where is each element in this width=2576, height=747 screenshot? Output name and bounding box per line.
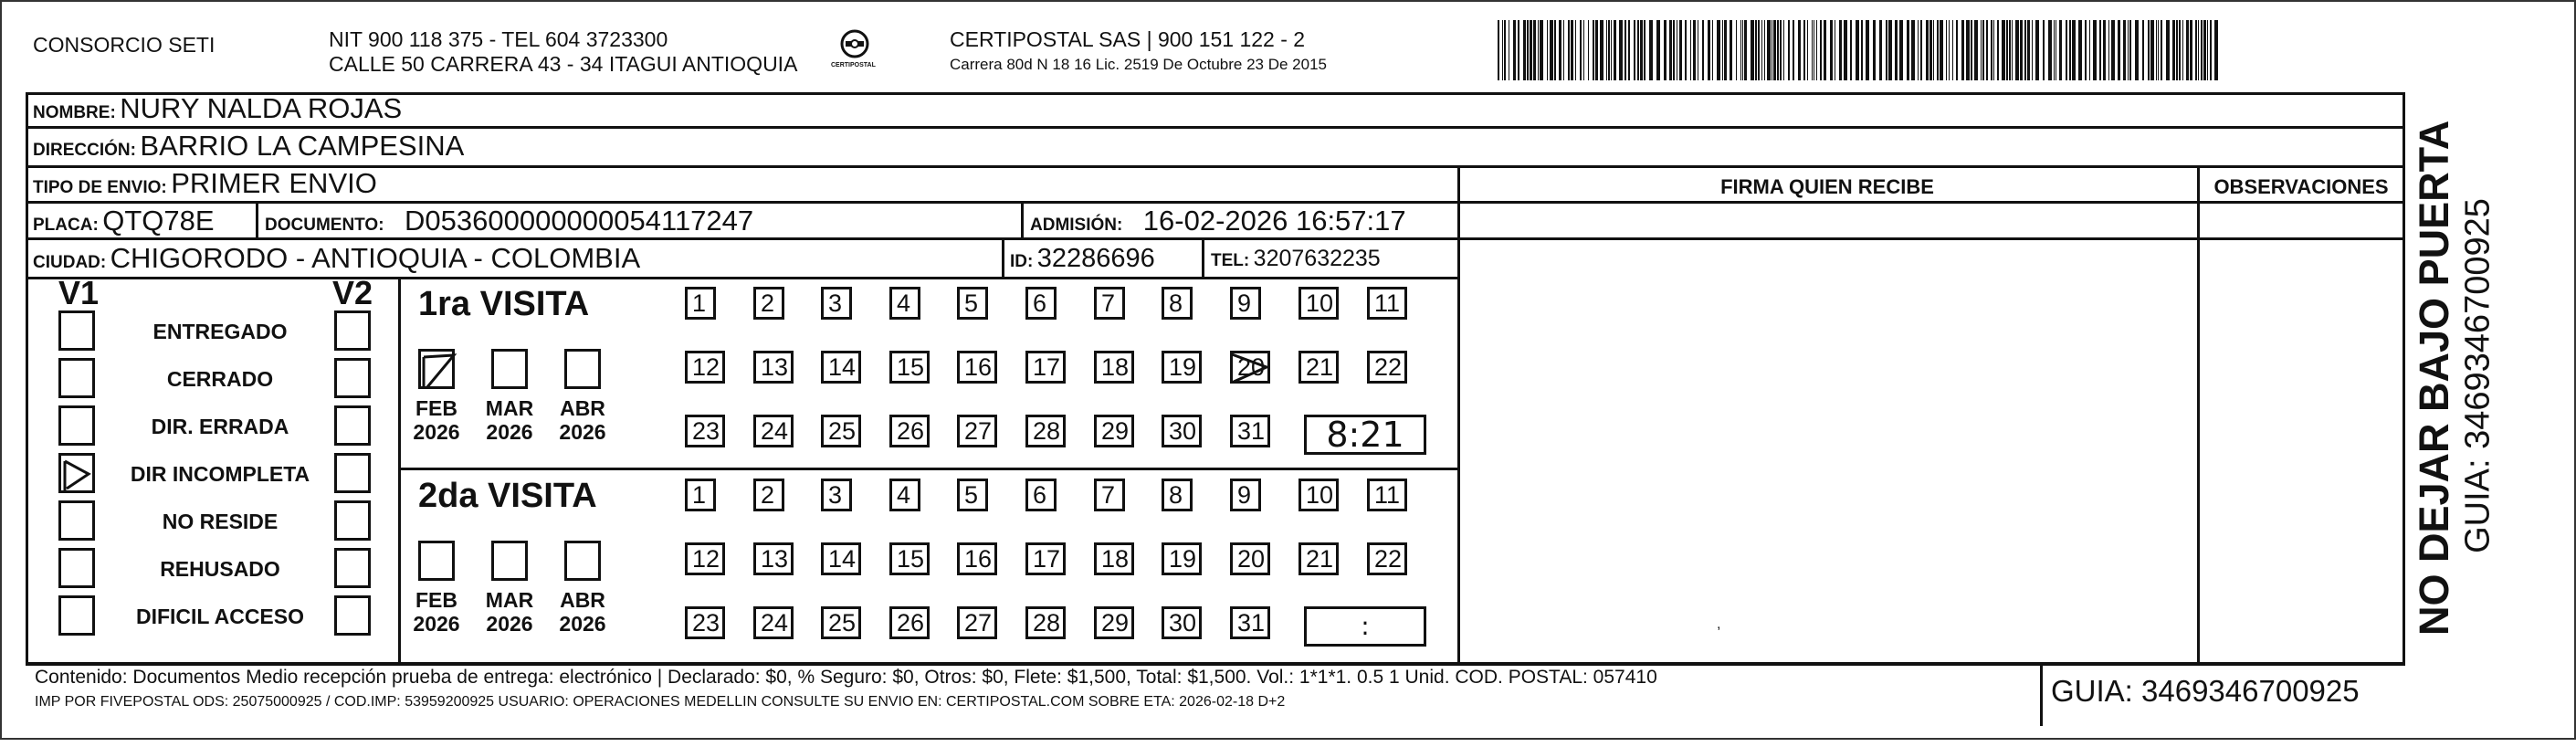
day-number: 14	[828, 353, 857, 381]
second-visit-day-1[interactable]	[685, 479, 716, 511]
day-number: 26	[897, 417, 925, 445]
second-visit-day-6[interactable]	[1025, 479, 1057, 511]
day-number: 21	[1306, 353, 1334, 381]
license-line: Carrera 80d N 18 16 Lic. 2519 De Octubre 23 De 2015	[950, 56, 1327, 73]
day-number: 13	[761, 353, 789, 381]
first-visit-day-30[interactable]	[1162, 415, 1202, 447]
first-visit-month-box-1[interactable]	[491, 349, 528, 389]
day-number: 25	[828, 609, 857, 637]
day-number: 4	[897, 289, 911, 317]
contenido-line: Contenido: Documentos Medio recepción prueba de entrega: electrónico | Declarado: $0, % Seguro: $0, Otros: $0, Flete: $1,500, Total: $1,500. Vol.: 1*1*1. 0.5 1 Unid. COD. POSTAL: 057410	[35, 667, 1657, 688]
day-number: 7	[1101, 481, 1116, 509]
first-visit-day-12[interactable]	[685, 351, 725, 384]
second-visit-day-19[interactable]	[1162, 542, 1202, 575]
day-number: 24	[761, 417, 789, 445]
day-number: 27	[964, 609, 993, 637]
direccion-value: BARRIO LA CAMPESINA	[140, 130, 465, 162]
second-visit-day-7[interactable]	[1094, 479, 1125, 511]
first-visit-day-27[interactable]	[957, 415, 997, 447]
first-visit-day-23[interactable]	[685, 415, 725, 447]
address-line: CALLE 50 CARRERA 43 - 34 ITAGUI ANTIOQUIA	[329, 52, 798, 76]
first-visit-day-8[interactable]	[1162, 287, 1193, 320]
first-visit-day-11[interactable]	[1367, 287, 1407, 320]
v2-checkbox-4[interactable]	[334, 500, 371, 541]
second-visit-day-5[interactable]	[957, 479, 988, 511]
first-visit-day-7[interactable]	[1094, 287, 1125, 320]
footer-guia: GUIA: 3469346700925	[2051, 674, 2360, 708]
day-number: 19	[1169, 545, 1197, 573]
first-visit-day-6[interactable]	[1025, 287, 1057, 320]
second-visit-day-4[interactable]	[889, 479, 920, 511]
day-number: 1	[692, 481, 707, 509]
first-visit-day-14[interactable]	[821, 351, 861, 384]
second-visit-day-9[interactable]	[1230, 479, 1261, 511]
second-visit-day-18[interactable]	[1094, 542, 1134, 575]
status-label-5: REHUSADO	[160, 557, 280, 581]
day-number: 7	[1101, 289, 1116, 317]
nombre-value: NURY NALDA ROJAS	[120, 92, 403, 124]
month-year: 2026	[559, 612, 606, 636]
day-number: 20	[1237, 353, 1266, 381]
certipostal-line: CERTIPOSTAL SAS | 900 151 122 - 2	[950, 27, 1306, 51]
tipo-envio-row	[33, 165, 377, 207]
day-number: 11	[1374, 289, 1401, 317]
tipo-envio-label: TIPO DE ENVIO:	[33, 178, 167, 197]
v2-checkbox-0[interactable]	[334, 310, 371, 351]
day-number: 2	[761, 481, 775, 509]
check-mark-icon	[421, 352, 457, 392]
v1-checkbox-5[interactable]	[58, 548, 95, 588]
first-visit-day-19[interactable]	[1162, 351, 1202, 384]
second-visit-day-25[interactable]	[821, 606, 861, 639]
id-label: ID:	[1010, 252, 1034, 271]
day-number: 30	[1169, 417, 1197, 445]
second-visit-month-label-0	[409, 588, 464, 636]
documento-value: D053600000000054117247	[405, 205, 754, 237]
day-number: 29	[1101, 609, 1130, 637]
nombre-label: NOMBRE:	[33, 103, 116, 122]
v2-checkbox-2[interactable]	[334, 405, 371, 446]
month-year: 2026	[486, 612, 533, 636]
second-visit-day-11[interactable]	[1367, 479, 1407, 511]
day-number: 28	[1033, 417, 1061, 445]
day-number: 2	[761, 289, 775, 317]
documento-field	[265, 203, 753, 245]
direccion-label: DIRECCIÓN:	[33, 141, 136, 160]
ciudad-label: CIUDAD:	[33, 253, 107, 272]
month-name: MAR	[485, 396, 534, 420]
tel-label: TEL:	[1211, 251, 1250, 270]
v2-header: V2	[332, 274, 373, 311]
v2-checkbox-6[interactable]	[334, 595, 371, 636]
second-visit-day-21[interactable]	[1299, 542, 1339, 575]
day-number: 17	[1033, 353, 1061, 381]
status-label-1: CERRADO	[166, 367, 274, 391]
day-number: 6	[1033, 481, 1047, 509]
v2-checkbox-5[interactable]	[334, 548, 371, 588]
logo-text: CERTIPOSTAL	[831, 62, 876, 68]
observaciones-header: OBSERVACIONES	[2213, 175, 2389, 198]
month-name: ABR	[560, 396, 605, 420]
day-number: 20	[1237, 545, 1266, 573]
day-number: 31	[1237, 609, 1266, 637]
day-number: 24	[761, 609, 789, 637]
month-name: ABR	[560, 588, 605, 612]
v1-checkbox-3[interactable]	[58, 453, 95, 493]
second-visit-month-box-2[interactable]	[564, 541, 601, 581]
id-field	[1010, 240, 1155, 281]
month-name: FEB	[415, 396, 457, 420]
day-number: 19	[1169, 353, 1197, 381]
no-dejar-bajo-puerta: NO DEJAR BAJO PUERTA	[2411, 120, 2457, 636]
day-number: 8	[1169, 289, 1183, 317]
admision-value: 16-02-2026 16:57:17	[1142, 205, 1406, 237]
second-visit-day-8[interactable]	[1162, 479, 1193, 511]
second-visit-day-22[interactable]	[1367, 542, 1407, 575]
first-visit-month-label-1	[482, 396, 537, 444]
documento-label: DOCUMENTO:	[265, 216, 384, 235]
v2-checkbox-1[interactable]	[334, 358, 371, 398]
day-number: 18	[1101, 353, 1130, 381]
day-number: 6	[1033, 289, 1047, 317]
ciudad-value: CHIGORODO - ANTIOQUIA - COLOMBIA	[110, 242, 641, 274]
first-visit-day-13[interactable]	[753, 351, 794, 384]
second-visit-day-2[interactable]	[753, 479, 784, 511]
day-number: 25	[828, 417, 857, 445]
tipo-envio-value: PRIMER ENVIO	[171, 167, 377, 199]
first-visit-day-20[interactable]	[1230, 351, 1270, 384]
first-visit-month-label-2	[555, 396, 610, 444]
day-number: 22	[1374, 545, 1403, 573]
second-visit-day-24[interactable]	[753, 606, 794, 639]
side-guia: GUIA: 3469346700925	[2458, 198, 2497, 553]
day-number: 29	[1101, 417, 1130, 445]
day-number: 17	[1033, 545, 1061, 573]
second-visit-day-26[interactable]	[889, 606, 930, 639]
day-number: 27	[964, 417, 993, 445]
second-visit-title: 2da VISITA	[418, 477, 597, 515]
status-label-3: DIR INCOMPLETA	[130, 462, 310, 486]
day-number: 11	[1374, 481, 1401, 509]
second-visit-month-box-0[interactable]	[418, 541, 455, 581]
admision-field	[1030, 203, 1406, 245]
second-visit-day-23[interactable]	[685, 606, 725, 639]
month-name: MAR	[485, 588, 534, 612]
day-number: 12	[692, 545, 720, 573]
first-visit-day-26[interactable]	[889, 415, 930, 447]
first-visit-day-24[interactable]	[753, 415, 794, 447]
placa-value: QTQ78E	[102, 205, 215, 237]
id-value: 32286696	[1036, 244, 1155, 273]
status-label-0: ENTREGADO	[152, 320, 288, 343]
first-visit-day-4[interactable]	[889, 287, 920, 320]
day-number: 16	[964, 353, 993, 381]
first-visit-day-25[interactable]	[821, 415, 861, 447]
first-visit-title: 1ra VISITA	[418, 285, 590, 323]
second-visit-day-17[interactable]	[1025, 542, 1066, 575]
first-visit-day-29[interactable]	[1094, 415, 1134, 447]
first-visit-day-9[interactable]	[1230, 287, 1261, 320]
month-year: 2026	[559, 420, 606, 444]
second-visit-day-14[interactable]	[821, 542, 861, 575]
nit-line: NIT 900 118 375 - TEL 604 3723300	[329, 27, 668, 51]
second-visit-month-label-2	[555, 588, 610, 636]
second-visit-time-box[interactable]: :	[1304, 606, 1426, 647]
placa-field	[33, 203, 215, 245]
day-number: 30	[1169, 609, 1197, 637]
day-number: 4	[897, 481, 911, 509]
v1-checkbox-4[interactable]	[58, 500, 95, 541]
day-number: 15	[897, 353, 925, 381]
second-visit-day-28[interactable]	[1025, 606, 1066, 639]
placa-label: PLACA:	[33, 216, 99, 235]
day-number: 9	[1237, 289, 1252, 317]
second-visit-day-15[interactable]	[889, 542, 930, 575]
v1-checkbox-6[interactable]	[58, 595, 95, 636]
day-number: 5	[964, 289, 979, 317]
day-number: 21	[1306, 545, 1334, 573]
first-visit-day-31[interactable]	[1230, 415, 1270, 447]
day-number: 16	[964, 545, 993, 573]
day-number: 18	[1101, 545, 1130, 573]
v1-header: V1	[58, 274, 100, 311]
second-visit-day-16[interactable]	[957, 542, 997, 575]
first-visit-day-28[interactable]	[1025, 415, 1066, 447]
second-visit-day-29[interactable]	[1094, 606, 1134, 639]
first-visit-day-10[interactable]	[1299, 287, 1339, 320]
first-visit-day-22[interactable]	[1367, 351, 1407, 384]
second-visit-month-box-1[interactable]	[491, 541, 528, 581]
day-number: 14	[828, 545, 857, 573]
second-visit-month-label-1	[482, 588, 537, 636]
v1-checkbox-2[interactable]	[58, 405, 95, 446]
tel-field	[1211, 240, 1381, 280]
first-visit-day-5[interactable]	[957, 287, 988, 320]
signature-mark: ,	[1717, 616, 1721, 632]
company-name: CONSORCIO SETI	[33, 33, 216, 57]
v2-checkbox-3[interactable]	[334, 453, 371, 493]
day-number: 9	[1237, 481, 1252, 509]
day-number: 10	[1306, 481, 1334, 509]
month-name: FEB	[415, 588, 457, 612]
day-check-mark-icon	[1230, 351, 1270, 384]
month-year: 2026	[413, 612, 460, 636]
first-visit-day-1[interactable]	[685, 287, 716, 320]
day-number: 12	[692, 353, 720, 381]
day-number: 26	[897, 609, 925, 637]
day-number: 3	[828, 481, 843, 509]
day-number: 31	[1237, 417, 1266, 445]
admision-label: ADMISIÓN:	[1030, 216, 1123, 235]
first-visit-day-2[interactable]	[753, 287, 784, 320]
first-visit-day-15[interactable]	[889, 351, 930, 384]
day-number: 10	[1306, 289, 1334, 317]
day-number: 3	[828, 289, 843, 317]
status-label-6: DIFICIL ACCESO	[135, 605, 304, 628]
first-visit-day-16[interactable]	[957, 351, 997, 384]
second-visit-day-13[interactable]	[753, 542, 794, 575]
firma-header: FIRMA QUIEN RECIBE	[1720, 175, 1934, 198]
first-visit-day-21[interactable]	[1299, 351, 1339, 384]
imp-line: IMP POR FIVEPOSTAL ODS: 25075000925 / COD.IMP: 53959200925 USUARIO: OPERACIONES MEDELLIN CONSULTE SU ENVIO EN: CERTIPOSTAL.COM SOBRE ETA: 2026-02-18 D+2	[35, 694, 1286, 710]
direccion-row	[33, 128, 464, 170]
status-label-2: DIR. ERRADA	[151, 415, 289, 438]
second-visit-day-30[interactable]	[1162, 606, 1202, 639]
first-visit-day-17[interactable]	[1025, 351, 1066, 384]
day-number: 5	[964, 481, 979, 509]
side-text	[2407, 120, 2517, 639]
first-visit-time-box[interactable]: 8:21	[1304, 415, 1426, 455]
first-visit-day-3[interactable]	[821, 287, 852, 320]
second-visit-day-10[interactable]	[1299, 479, 1339, 511]
second-visit-day-12[interactable]	[685, 542, 725, 575]
day-number: 13	[761, 545, 789, 573]
first-visit-day-18[interactable]	[1094, 351, 1134, 384]
day-number: 1	[692, 289, 707, 317]
second-visit-day-20[interactable]	[1230, 542, 1270, 575]
day-number: 23	[692, 417, 720, 445]
day-number: 28	[1033, 609, 1061, 637]
day-number: 15	[897, 545, 925, 573]
first-visit-month-box-2[interactable]	[564, 349, 601, 389]
second-visit-day-31[interactable]	[1230, 606, 1270, 639]
second-visit-day-27[interactable]	[957, 606, 997, 639]
month-year: 2026	[413, 420, 460, 444]
month-year: 2026	[486, 420, 533, 444]
nombre-row	[33, 90, 402, 132]
v1-checkbox-0[interactable]	[58, 310, 95, 351]
second-visit-day-3[interactable]	[821, 479, 852, 511]
day-number: 22	[1374, 353, 1403, 381]
tel-value: 3207632235	[1253, 246, 1381, 271]
v1-checkbox-1[interactable]	[58, 358, 95, 398]
day-number: 8	[1169, 481, 1183, 509]
day-number: 23	[692, 609, 720, 637]
status-label-4: NO RESIDE	[162, 510, 279, 533]
first-visit-month-label-0	[409, 396, 464, 444]
check-mark-icon	[61, 456, 98, 496]
first-visit-month-box-0[interactable]	[418, 349, 455, 389]
